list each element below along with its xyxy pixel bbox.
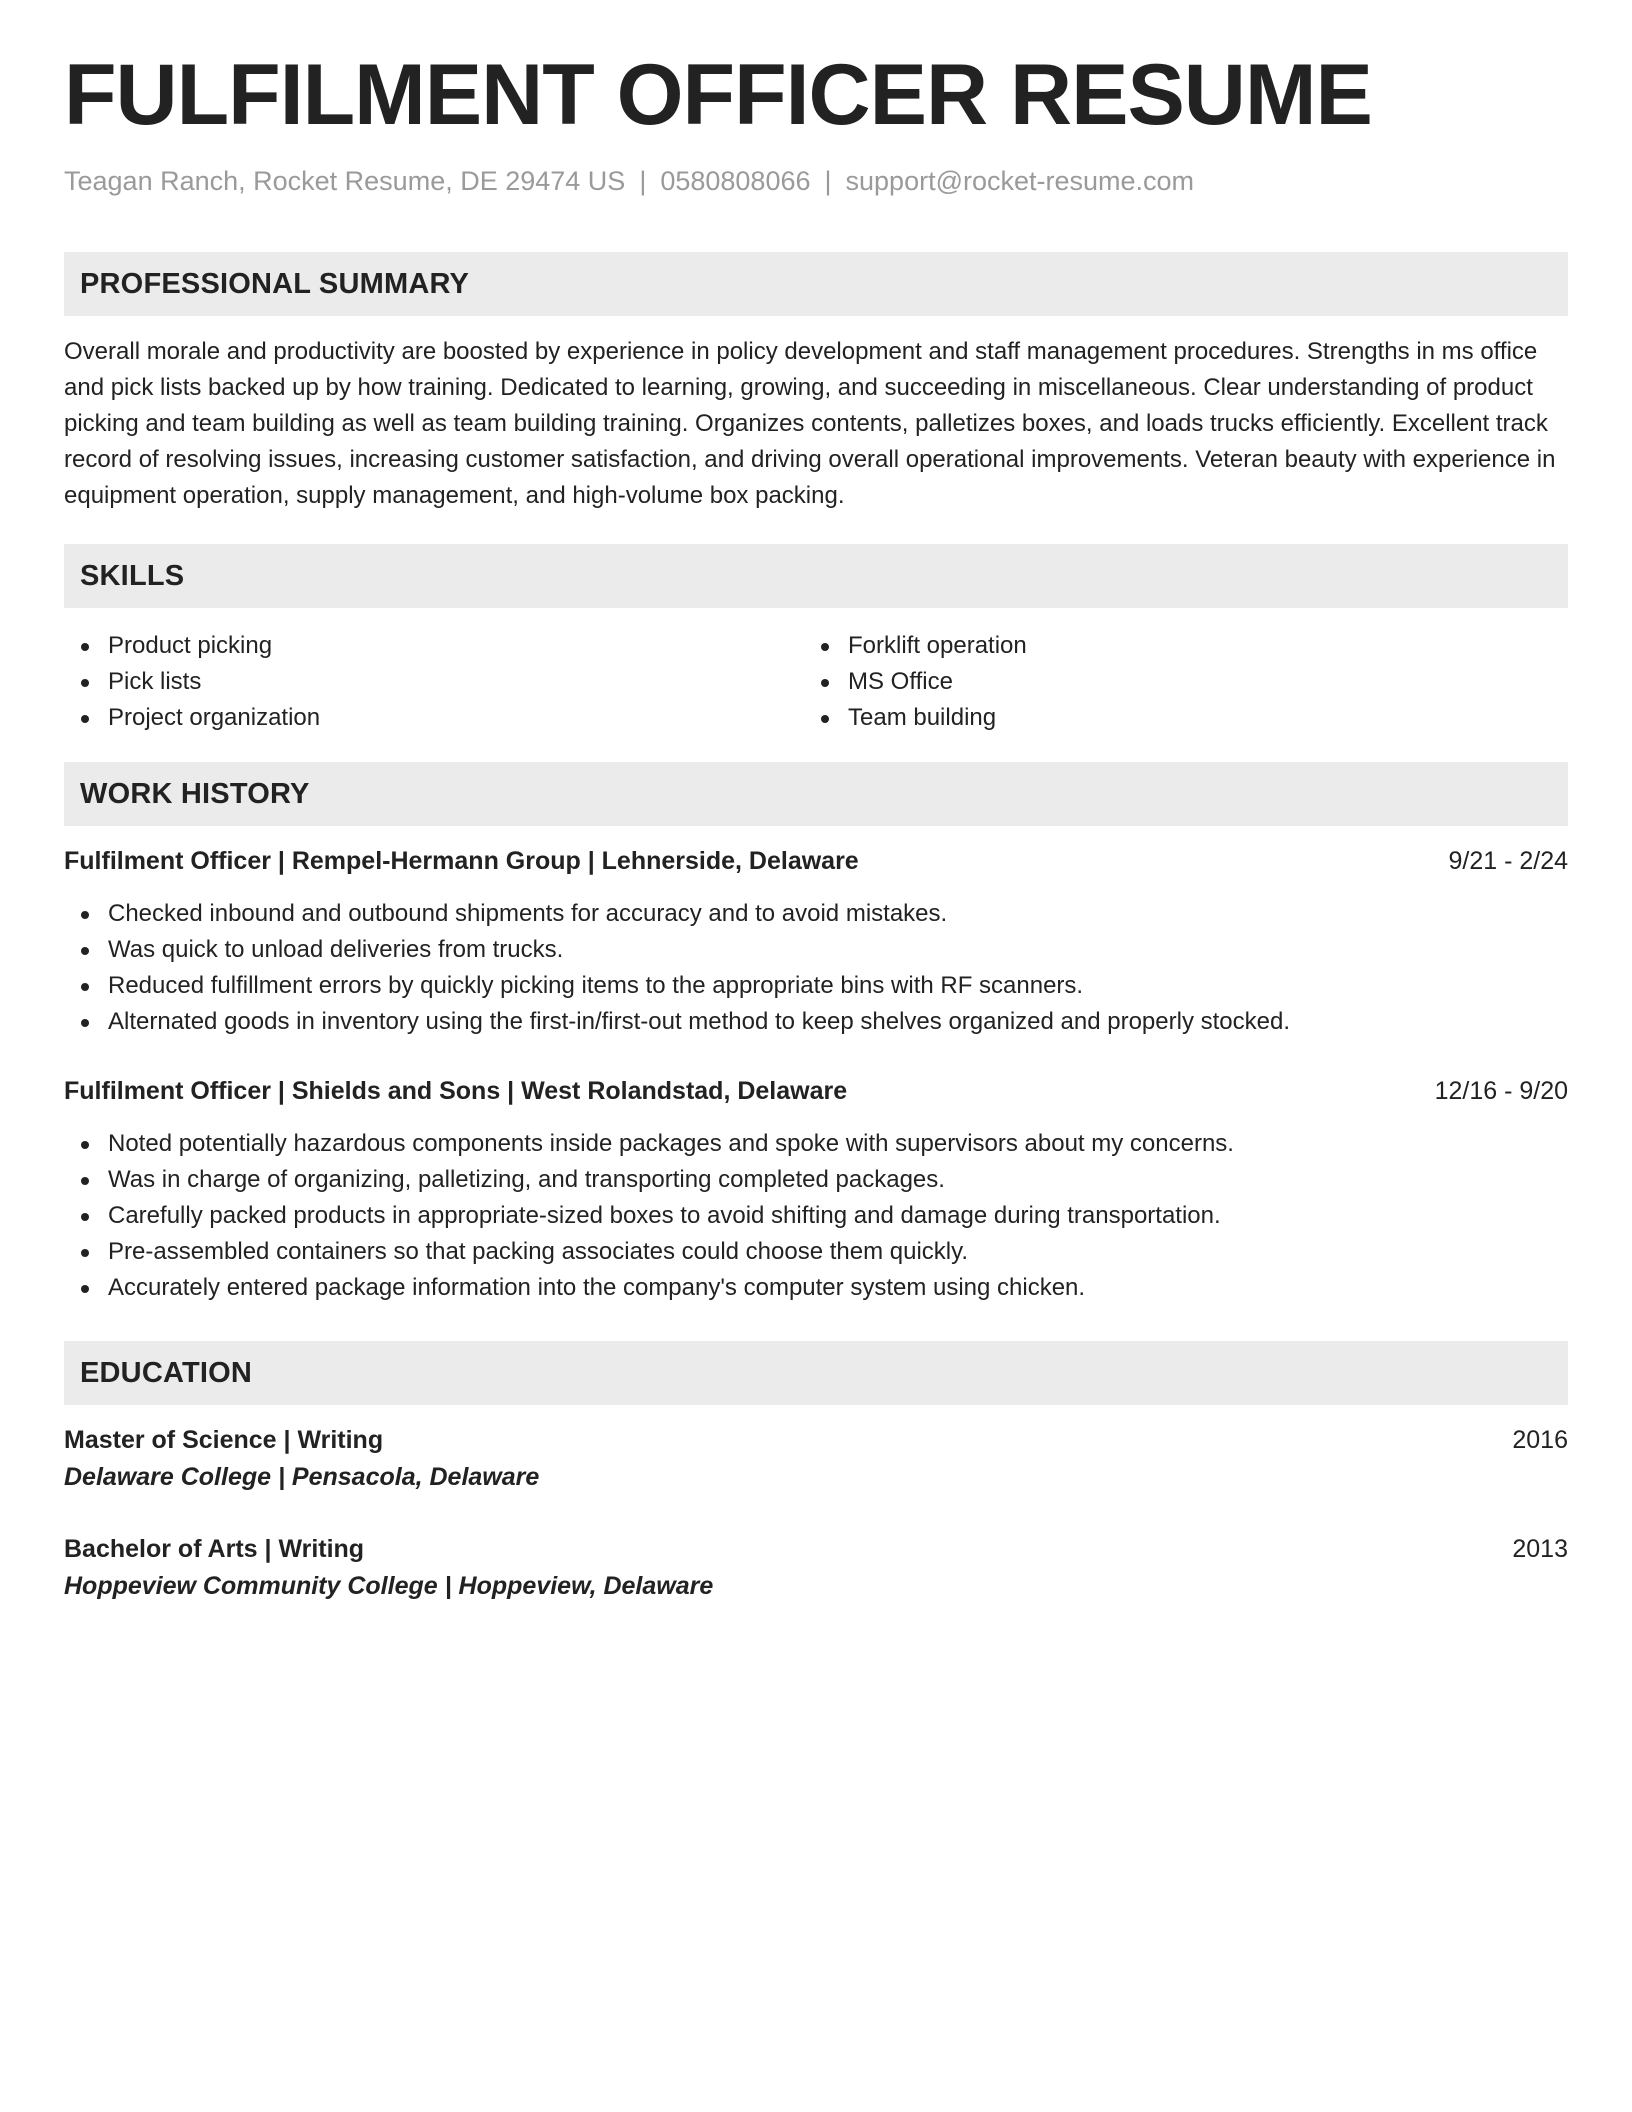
job-header — [64, 843, 1568, 879]
contact-phone: 0580808066 — [660, 166, 811, 196]
section-header-skills — [64, 544, 1568, 608]
education-header — [64, 1422, 1568, 1458]
education-year: 2013 — [1512, 1535, 1568, 1563]
skill-item: Pick lists — [64, 664, 320, 700]
job-bullet: Was quick to unload deliveries from trucks. — [64, 932, 1568, 968]
skills-list-left — [64, 628, 320, 736]
section-title-summary: PROFESSIONAL SUMMARY — [80, 268, 470, 300]
education-school: Hoppeview Community College | Hoppeview, Delaware — [64, 1572, 714, 1600]
education-degree: Master of Science | Writing — [64, 1426, 384, 1454]
skill-item: Forklift operation — [804, 628, 1027, 664]
contact-address: Teagan Ranch, Rocket Resume, DE 29474 US — [64, 166, 626, 196]
job-bullet: Accurately entered package information into the company's computer system using chicken. — [64, 1270, 1568, 1306]
job-bullet: Was in charge of organizing, palletizing, and transporting completed packages. — [64, 1162, 1568, 1198]
contact-email[interactable]: support@rocket-resume.com — [845, 166, 1195, 196]
education-degree: Bachelor of Arts | Writing — [64, 1535, 365, 1563]
job-header — [64, 1073, 1568, 1109]
job-dates: 9/21 - 2/24 — [1448, 847, 1568, 875]
job-title: Fulfilment Officer | Shields and Sons | West Rolandstad, Delaware — [64, 1077, 848, 1105]
education-year: 2016 — [1512, 1426, 1568, 1454]
resume-title: FULFILMENT OFFICER RESUME — [64, 47, 1372, 143]
job-dates: 12/16 - 9/20 — [1434, 1077, 1568, 1105]
job-bullet: Alternated goods in inventory using the first-in/first-out method to keep shelves organized and properly stocked. — [64, 1004, 1568, 1040]
contact-separator: | — [639, 166, 647, 196]
section-title-skills: SKILLS — [80, 560, 185, 592]
section-header-work — [64, 762, 1568, 826]
education-school: Delaware College | Pensacola, Delaware — [64, 1463, 540, 1491]
section-title-work: WORK HISTORY — [80, 778, 310, 810]
job-bullet: Noted potentially hazardous components inside packages and spoke with supervisors about my concerns. — [64, 1126, 1568, 1162]
job-title: Fulfilment Officer | Rempel-Hermann Group | Lehnerside, Delaware — [64, 847, 859, 875]
education-header — [64, 1531, 1568, 1567]
section-title-education: EDUCATION — [80, 1357, 253, 1389]
skill-item: Product picking — [64, 628, 320, 664]
skill-item: Project organization — [64, 700, 320, 736]
job-bullet: Reduced fulfillment errors by quickly picking items to the appropriate bins with RF scanners. — [64, 968, 1568, 1004]
skills-list-right — [804, 628, 1027, 736]
section-header-education — [64, 1341, 1568, 1405]
summary-text: Overall morale and productivity are boosted by experience in policy development and staff management procedures. Strengths in ms office and pick lists backed up by how training. Dedicated to learning, growing, and succeeding in miscellaneous. Clear understanding of product picking and team building as well as team building training. Organizes contents, palletizes boxes, and loads trucks efficiently. Excellent track record of resolving issues, increasing customer satisfaction, and driving overall operational improvements. Veteran beauty with experience in equipment operation, supply management, and high-volume box packing. — [64, 338, 1556, 509]
contact-separator: | — [824, 166, 832, 196]
job-bullets — [64, 1126, 1568, 1306]
job-bullet: Pre-assembled containers so that packing associates could choose them quickly. — [64, 1234, 1568, 1270]
contact-line — [64, 166, 1194, 197]
section-header-summary — [64, 252, 1568, 316]
skill-item: Team building — [804, 700, 1027, 736]
job-bullet: Carefully packed products in appropriate-sized boxes to avoid shifting and damage during transportation. — [64, 1198, 1568, 1234]
skill-item: MS Office — [804, 664, 1027, 700]
job-bullets — [64, 896, 1568, 1040]
job-bullet: Checked inbound and outbound shipments for accuracy and to avoid mistakes. — [64, 896, 1568, 932]
